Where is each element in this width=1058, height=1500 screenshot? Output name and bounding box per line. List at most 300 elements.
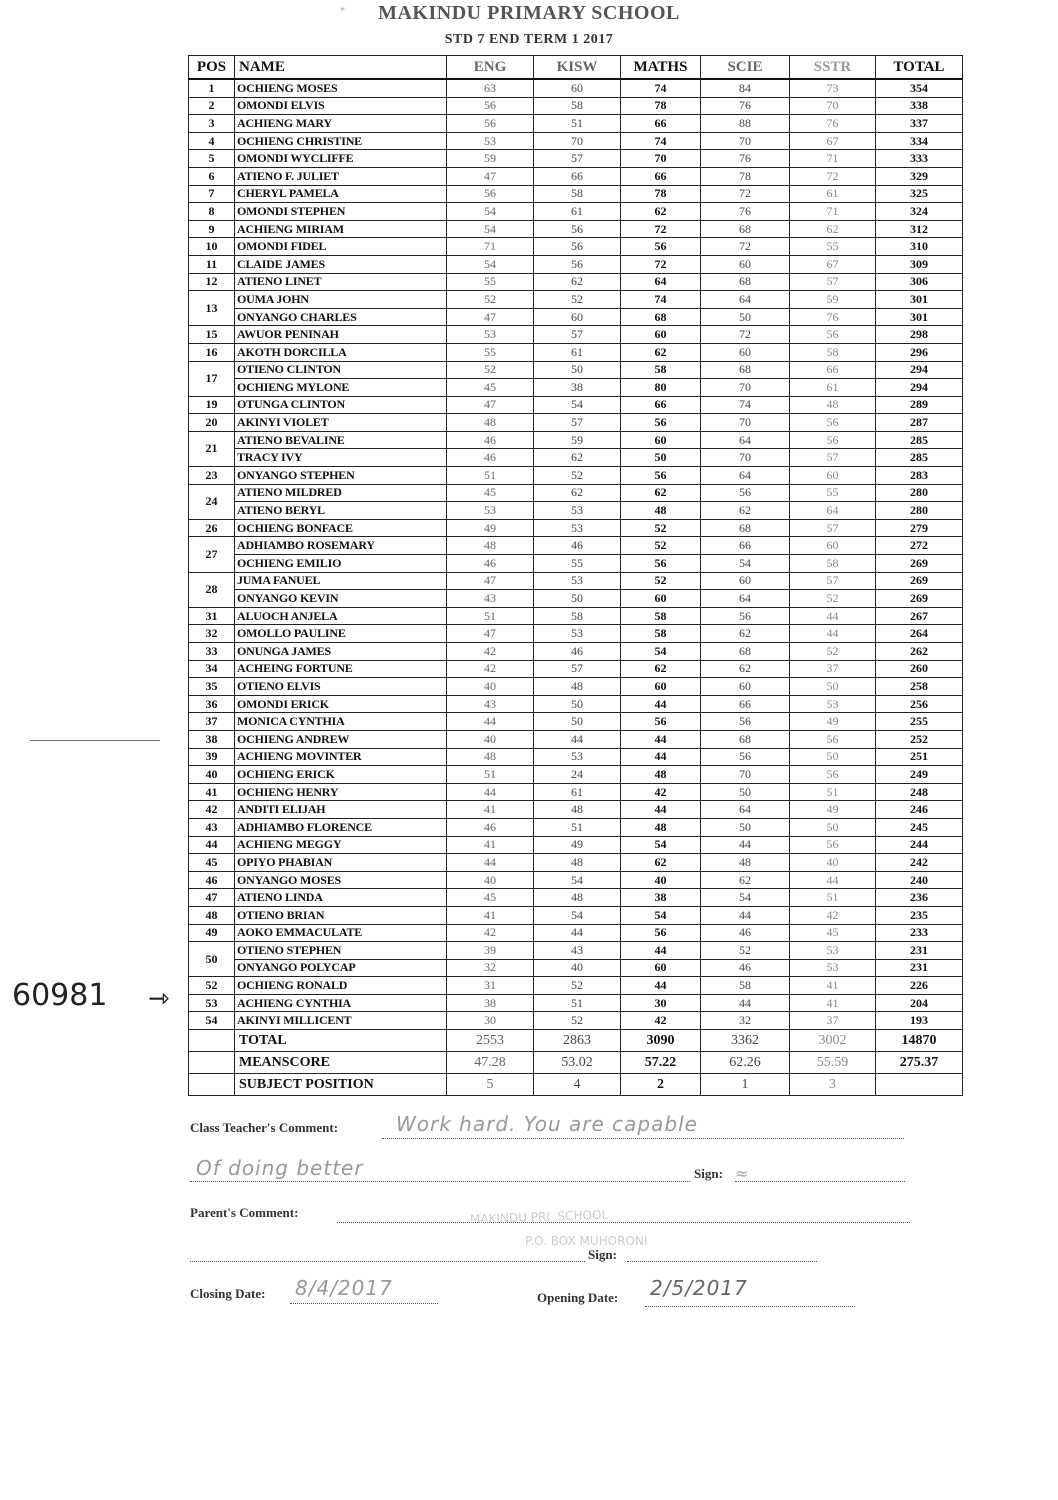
score-scie: 44 bbox=[701, 906, 790, 924]
score-kisw: 53 bbox=[534, 625, 621, 643]
score-kisw: 62 bbox=[534, 449, 621, 467]
student-name: OCHIENG MOSES bbox=[235, 79, 447, 97]
position-cell: 42 bbox=[189, 801, 235, 819]
score-maths: 62 bbox=[621, 203, 701, 221]
position-cell: 28 bbox=[189, 572, 235, 607]
score-eng: 45 bbox=[447, 379, 534, 397]
score-maths: 74 bbox=[621, 291, 701, 309]
student-name: TRACY IVY bbox=[235, 449, 447, 467]
score-total: 285 bbox=[876, 449, 963, 467]
position-scie: 1 bbox=[701, 1074, 790, 1096]
score-scie: 60 bbox=[701, 572, 790, 590]
parent-sign-label: Sign: bbox=[588, 1247, 617, 1262]
score-sstr: 70 bbox=[790, 97, 876, 115]
score-sstr: 76 bbox=[790, 115, 876, 133]
score-total: 289 bbox=[876, 396, 963, 414]
position-cell: 1 bbox=[189, 79, 235, 97]
score-kisw: 57 bbox=[534, 414, 621, 432]
score-eng: 56 bbox=[447, 97, 534, 115]
score-scie: 70 bbox=[701, 379, 790, 397]
score-scie: 70 bbox=[701, 449, 790, 467]
score-total: 264 bbox=[876, 625, 963, 643]
teacher-sign-label: Sign: bbox=[694, 1166, 723, 1181]
score-maths: 78 bbox=[621, 97, 701, 115]
position-maths: 2 bbox=[621, 1074, 701, 1096]
summary-blank bbox=[189, 1074, 235, 1096]
score-maths: 66 bbox=[621, 167, 701, 185]
score-total: 333 bbox=[876, 150, 963, 168]
score-eng: 47 bbox=[447, 308, 534, 326]
score-kisw: 44 bbox=[534, 730, 621, 748]
score-maths: 44 bbox=[621, 695, 701, 713]
score-eng: 46 bbox=[447, 818, 534, 836]
score-maths: 54 bbox=[621, 643, 701, 661]
position-cell: 53 bbox=[189, 994, 235, 1012]
position-kisw: 4 bbox=[534, 1074, 621, 1096]
score-kisw: 52 bbox=[534, 977, 621, 995]
position-cell: 15 bbox=[189, 326, 235, 344]
score-kisw: 43 bbox=[534, 942, 621, 960]
score-scie: 66 bbox=[701, 695, 790, 713]
table-row bbox=[189, 343, 963, 361]
position-cell: 35 bbox=[189, 678, 235, 696]
total-total: 14870 bbox=[876, 1030, 963, 1052]
opening-date-line bbox=[645, 1306, 855, 1307]
score-maths: 58 bbox=[621, 607, 701, 625]
score-maths: 54 bbox=[621, 836, 701, 854]
table-row bbox=[189, 854, 963, 872]
score-sstr: 50 bbox=[790, 678, 876, 696]
teacher-comment-text-1: Work hard. You are capable bbox=[396, 1112, 698, 1136]
table-row bbox=[189, 379, 963, 397]
score-sstr: 60 bbox=[790, 537, 876, 555]
header-sstr: SSTR bbox=[790, 56, 876, 80]
position-row bbox=[189, 1074, 963, 1096]
score-kisw: 38 bbox=[534, 379, 621, 397]
score-kisw: 52 bbox=[534, 1012, 621, 1030]
score-scie: 46 bbox=[701, 924, 790, 942]
score-sstr: 56 bbox=[790, 326, 876, 344]
score-total: 233 bbox=[876, 924, 963, 942]
score-scie: 60 bbox=[701, 255, 790, 273]
score-kisw: 59 bbox=[534, 431, 621, 449]
closing-date-line bbox=[290, 1303, 438, 1304]
score-kisw: 61 bbox=[534, 783, 621, 801]
score-scie: 62 bbox=[701, 871, 790, 889]
score-eng: 49 bbox=[447, 519, 534, 537]
score-total: 258 bbox=[876, 678, 963, 696]
score-maths: 78 bbox=[621, 185, 701, 203]
score-total: 310 bbox=[876, 238, 963, 256]
score-total: 285 bbox=[876, 431, 963, 449]
score-maths: 60 bbox=[621, 431, 701, 449]
position-eng: 5 bbox=[447, 1074, 534, 1096]
position-cell: 19 bbox=[189, 396, 235, 414]
table-row bbox=[189, 818, 963, 836]
table-row bbox=[189, 713, 963, 731]
score-kisw: 50 bbox=[534, 713, 621, 731]
score-eng: 59 bbox=[447, 150, 534, 168]
student-name: OTIENO CLINTON bbox=[235, 361, 447, 379]
position-cell: 21 bbox=[189, 431, 235, 466]
score-sstr: 57 bbox=[790, 519, 876, 537]
position-cell: 34 bbox=[189, 660, 235, 678]
table-row bbox=[189, 572, 963, 590]
stray-pen-line bbox=[30, 740, 160, 741]
student-name: ONYANGO STEPHEN bbox=[235, 467, 447, 485]
position-cell: 46 bbox=[189, 871, 235, 889]
score-total: 269 bbox=[876, 590, 963, 608]
score-maths: 68 bbox=[621, 308, 701, 326]
score-scie: 44 bbox=[701, 994, 790, 1012]
score-maths: 56 bbox=[621, 713, 701, 731]
score-maths: 44 bbox=[621, 942, 701, 960]
score-sstr: 41 bbox=[790, 977, 876, 995]
score-eng: 47 bbox=[447, 572, 534, 590]
position-cell: 4 bbox=[189, 132, 235, 150]
score-kisw: 60 bbox=[534, 308, 621, 326]
score-maths: 72 bbox=[621, 255, 701, 273]
position-cell: 11 bbox=[189, 255, 235, 273]
position-cell: 49 bbox=[189, 924, 235, 942]
student-name: OMONDI FIDEL bbox=[235, 238, 447, 256]
score-eng: 32 bbox=[447, 959, 534, 977]
score-eng: 52 bbox=[447, 291, 534, 309]
score-eng: 53 bbox=[447, 132, 534, 150]
score-sstr: 56 bbox=[790, 431, 876, 449]
score-total: 255 bbox=[876, 713, 963, 731]
score-total: 354 bbox=[876, 79, 963, 97]
score-eng: 54 bbox=[447, 255, 534, 273]
student-name: AKINYI MILLICENT bbox=[235, 1012, 447, 1030]
student-name: ACHIENG MEGGY bbox=[235, 836, 447, 854]
student-name: ATIENO MILDRED bbox=[235, 484, 447, 502]
score-maths: 42 bbox=[621, 783, 701, 801]
score-total: 269 bbox=[876, 555, 963, 573]
teacher-signature: ≈ bbox=[735, 1164, 749, 1183]
score-sstr: 57 bbox=[790, 273, 876, 291]
student-name: OMOLLO PAULINE bbox=[235, 625, 447, 643]
score-eng: 51 bbox=[447, 467, 534, 485]
position-cell: 8 bbox=[189, 203, 235, 221]
table-row bbox=[189, 502, 963, 520]
student-name: OPIYO PHABIAN bbox=[235, 854, 447, 872]
score-total: 294 bbox=[876, 379, 963, 397]
score-kisw: 50 bbox=[534, 590, 621, 608]
score-maths: 44 bbox=[621, 730, 701, 748]
score-maths: 56 bbox=[621, 467, 701, 485]
parent-comment-line-2 bbox=[190, 1261, 585, 1262]
score-kisw: 57 bbox=[534, 150, 621, 168]
student-name: OCHIENG CHRISTINE bbox=[235, 132, 447, 150]
score-kisw: 44 bbox=[534, 924, 621, 942]
position-cell: 39 bbox=[189, 748, 235, 766]
score-maths: 50 bbox=[621, 449, 701, 467]
score-maths: 60 bbox=[621, 590, 701, 608]
table-row bbox=[189, 836, 963, 854]
score-sstr: 76 bbox=[790, 308, 876, 326]
score-eng: 55 bbox=[447, 273, 534, 291]
opening-date-label: Opening Date: bbox=[537, 1290, 619, 1305]
table-row bbox=[189, 906, 963, 924]
score-scie: 56 bbox=[701, 484, 790, 502]
position-cell: 33 bbox=[189, 643, 235, 661]
table-row bbox=[189, 730, 963, 748]
student-name: ANDITI ELIJAH bbox=[235, 801, 447, 819]
student-name: ACHIENG MOVINTER bbox=[235, 748, 447, 766]
student-name: OTIENO STEPHEN bbox=[235, 942, 447, 960]
score-eng: 44 bbox=[447, 783, 534, 801]
score-sstr: 61 bbox=[790, 185, 876, 203]
score-kisw: 54 bbox=[534, 396, 621, 414]
score-kisw: 48 bbox=[534, 678, 621, 696]
score-total: 301 bbox=[876, 291, 963, 309]
score-sstr: 52 bbox=[790, 590, 876, 608]
score-total: 231 bbox=[876, 942, 963, 960]
score-total: 338 bbox=[876, 97, 963, 115]
score-sstr: 49 bbox=[790, 801, 876, 819]
score-kisw: 46 bbox=[534, 643, 621, 661]
score-maths: 56 bbox=[621, 238, 701, 256]
score-eng: 40 bbox=[447, 871, 534, 889]
table-row bbox=[189, 203, 963, 221]
score-maths: 62 bbox=[621, 484, 701, 502]
score-sstr: 71 bbox=[790, 203, 876, 221]
score-total: 287 bbox=[876, 414, 963, 432]
score-eng: 41 bbox=[447, 801, 534, 819]
header-scie: SCIE bbox=[701, 56, 790, 80]
score-sstr: 42 bbox=[790, 906, 876, 924]
table-row bbox=[189, 467, 963, 485]
score-total: 301 bbox=[876, 308, 963, 326]
table-row bbox=[189, 977, 963, 995]
position-cell: 9 bbox=[189, 220, 235, 238]
score-sstr: 56 bbox=[790, 836, 876, 854]
score-maths: 42 bbox=[621, 1012, 701, 1030]
school-name: MAKINDU PRIMARY SCHOOL bbox=[378, 2, 680, 24]
student-name: OCHIENG ERICK bbox=[235, 766, 447, 784]
table-row bbox=[189, 555, 963, 573]
score-scie: 66 bbox=[701, 537, 790, 555]
score-scie: 70 bbox=[701, 132, 790, 150]
position-cell: 3 bbox=[189, 115, 235, 133]
score-maths: 62 bbox=[621, 343, 701, 361]
score-eng: 46 bbox=[447, 449, 534, 467]
student-name: OMONDI WYCLIFFE bbox=[235, 150, 447, 168]
score-sstr: 61 bbox=[790, 379, 876, 397]
score-scie: 32 bbox=[701, 1012, 790, 1030]
score-scie: 64 bbox=[701, 590, 790, 608]
score-kisw: 40 bbox=[534, 959, 621, 977]
score-scie: 64 bbox=[701, 801, 790, 819]
score-maths: 44 bbox=[621, 801, 701, 819]
score-total: 251 bbox=[876, 748, 963, 766]
score-eng: 51 bbox=[447, 766, 534, 784]
score-scie: 52 bbox=[701, 942, 790, 960]
score-total: 269 bbox=[876, 572, 963, 590]
score-maths: 72 bbox=[621, 220, 701, 238]
table-row bbox=[189, 625, 963, 643]
score-sstr: 73 bbox=[790, 79, 876, 97]
table-row bbox=[189, 994, 963, 1012]
closing-date-label: Closing Date: bbox=[190, 1286, 266, 1301]
score-maths: 38 bbox=[621, 889, 701, 907]
score-maths: 56 bbox=[621, 555, 701, 573]
table-row bbox=[189, 449, 963, 467]
table-row bbox=[189, 801, 963, 819]
score-scie: 74 bbox=[701, 396, 790, 414]
position-total bbox=[876, 1074, 963, 1096]
score-scie: 68 bbox=[701, 361, 790, 379]
score-scie: 68 bbox=[701, 273, 790, 291]
score-sstr: 48 bbox=[790, 396, 876, 414]
score-kisw: 61 bbox=[534, 343, 621, 361]
table-row bbox=[189, 783, 963, 801]
score-total: 193 bbox=[876, 1012, 963, 1030]
table-row bbox=[189, 255, 963, 273]
student-name: OTUNGA CLINTON bbox=[235, 396, 447, 414]
score-kisw: 58 bbox=[534, 607, 621, 625]
score-kisw: 51 bbox=[534, 115, 621, 133]
results-table bbox=[188, 55, 963, 1096]
table-row bbox=[189, 238, 963, 256]
parent-comment-label: Parent's Comment: bbox=[190, 1205, 299, 1220]
score-sstr: 55 bbox=[790, 238, 876, 256]
score-sstr: 52 bbox=[790, 643, 876, 661]
score-sstr: 59 bbox=[790, 291, 876, 309]
position-label: SUBJECT POSITION bbox=[235, 1074, 447, 1096]
position-cell: 17 bbox=[189, 361, 235, 396]
table-row bbox=[189, 695, 963, 713]
score-kisw: 62 bbox=[534, 484, 621, 502]
position-cell: 27 bbox=[189, 537, 235, 572]
score-sstr: 66 bbox=[790, 361, 876, 379]
score-eng: 40 bbox=[447, 730, 534, 748]
score-kisw: 51 bbox=[534, 818, 621, 836]
score-scie: 62 bbox=[701, 660, 790, 678]
student-name: OMONDI STEPHEN bbox=[235, 203, 447, 221]
student-name: OMONDI ERICK bbox=[235, 695, 447, 713]
student-name: ONYANGO CHARLES bbox=[235, 308, 447, 326]
score-total: 334 bbox=[876, 132, 963, 150]
table-row bbox=[189, 132, 963, 150]
student-name: ATIENO LINDA bbox=[235, 889, 447, 907]
position-cell: 32 bbox=[189, 625, 235, 643]
score-scie: 70 bbox=[701, 766, 790, 784]
score-scie: 50 bbox=[701, 818, 790, 836]
score-eng: 42 bbox=[447, 924, 534, 942]
score-kisw: 56 bbox=[534, 255, 621, 273]
score-eng: 71 bbox=[447, 238, 534, 256]
student-name: ONYANGO KEVIN bbox=[235, 590, 447, 608]
position-cell: 26 bbox=[189, 519, 235, 537]
opening-date-value: 2/5/2017 bbox=[650, 1276, 748, 1300]
mean-row bbox=[189, 1052, 963, 1074]
score-scie: 72 bbox=[701, 326, 790, 344]
table-row bbox=[189, 115, 963, 133]
score-kisw: 52 bbox=[534, 467, 621, 485]
table-row bbox=[189, 766, 963, 784]
score-eng: 46 bbox=[447, 555, 534, 573]
position-cell: 12 bbox=[189, 273, 235, 291]
score-eng: 45 bbox=[447, 889, 534, 907]
table-row bbox=[189, 361, 963, 379]
score-total: 236 bbox=[876, 889, 963, 907]
table-row bbox=[189, 889, 963, 907]
score-kisw: 56 bbox=[534, 238, 621, 256]
table-row bbox=[189, 590, 963, 608]
mean-label: MEANSCORE bbox=[235, 1052, 447, 1074]
score-kisw: 53 bbox=[534, 572, 621, 590]
score-kisw: 58 bbox=[534, 97, 621, 115]
score-maths: 60 bbox=[621, 959, 701, 977]
score-kisw: 50 bbox=[534, 695, 621, 713]
teacher-comment-text-2: Of doing better bbox=[196, 1156, 364, 1180]
table-row bbox=[189, 643, 963, 661]
table-row bbox=[189, 291, 963, 309]
mean-sstr: 55.59 bbox=[790, 1052, 876, 1074]
score-maths: 40 bbox=[621, 871, 701, 889]
parent-comment-line-1 bbox=[337, 1222, 910, 1223]
score-maths: 66 bbox=[621, 115, 701, 133]
score-total: 280 bbox=[876, 502, 963, 520]
score-sstr: 53 bbox=[790, 942, 876, 960]
score-scie: 54 bbox=[701, 555, 790, 573]
table-row bbox=[189, 185, 963, 203]
student-name: ALUOCH ANJELA bbox=[235, 607, 447, 625]
header-name: NAME bbox=[235, 56, 447, 80]
score-total: 272 bbox=[876, 537, 963, 555]
score-scie: 72 bbox=[701, 185, 790, 203]
score-total: 267 bbox=[876, 607, 963, 625]
score-scie: 50 bbox=[701, 308, 790, 326]
table-row bbox=[189, 326, 963, 344]
score-eng: 54 bbox=[447, 203, 534, 221]
position-cell: 37 bbox=[189, 713, 235, 731]
score-scie: 76 bbox=[701, 150, 790, 168]
score-scie: 48 bbox=[701, 854, 790, 872]
score-sstr: 53 bbox=[790, 959, 876, 977]
score-eng: 48 bbox=[447, 414, 534, 432]
mean-total: 275.37 bbox=[876, 1052, 963, 1074]
score-sstr: 37 bbox=[790, 660, 876, 678]
score-eng: 43 bbox=[447, 695, 534, 713]
table-row bbox=[189, 871, 963, 889]
score-sstr: 40 bbox=[790, 854, 876, 872]
student-name: AWUOR PENINAH bbox=[235, 326, 447, 344]
score-maths: 60 bbox=[621, 678, 701, 696]
score-maths: 56 bbox=[621, 924, 701, 942]
total-maths: 3090 bbox=[621, 1030, 701, 1052]
student-rows bbox=[189, 79, 963, 1030]
score-kisw: 57 bbox=[534, 660, 621, 678]
student-name: JUMA FANUEL bbox=[235, 572, 447, 590]
score-maths: 48 bbox=[621, 502, 701, 520]
student-name: ATIENO F. JULIET bbox=[235, 167, 447, 185]
score-eng: 53 bbox=[447, 502, 534, 520]
score-eng: 46 bbox=[447, 431, 534, 449]
table-row bbox=[189, 1012, 963, 1030]
score-eng: 56 bbox=[447, 115, 534, 133]
header-total: TOTAL bbox=[876, 56, 963, 80]
score-scie: 68 bbox=[701, 519, 790, 537]
position-cell: 54 bbox=[189, 1012, 235, 1030]
score-total: 306 bbox=[876, 273, 963, 291]
score-scie: 44 bbox=[701, 836, 790, 854]
score-sstr: 56 bbox=[790, 414, 876, 432]
position-cell: 16 bbox=[189, 343, 235, 361]
score-scie: 68 bbox=[701, 730, 790, 748]
